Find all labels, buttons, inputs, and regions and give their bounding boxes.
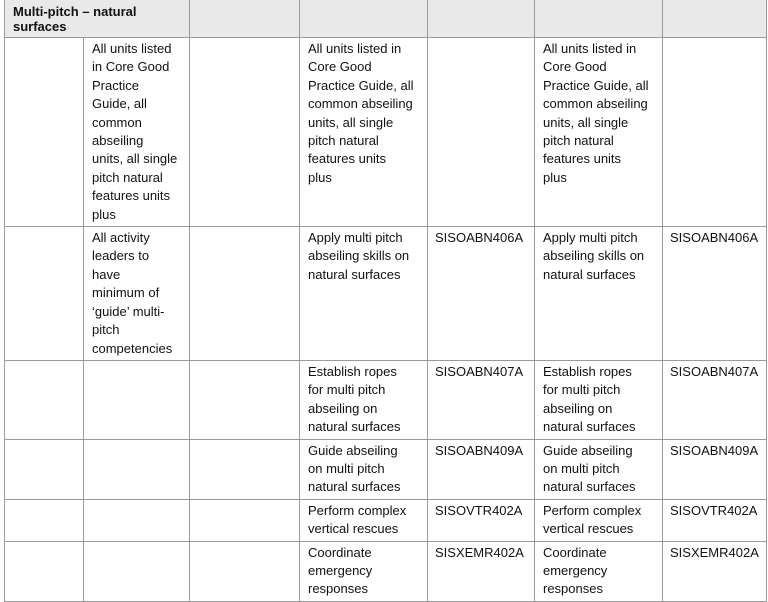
table-cell-c1	[5, 360, 84, 439]
table-cell-c6: Coordinate emergency responses	[535, 541, 663, 601]
table-cell-c3	[190, 38, 300, 227]
table-row	[5, 541, 767, 601]
table-cell-c5: SISOABN409A	[428, 439, 535, 499]
table-cell-c1	[5, 499, 84, 541]
table-cell-c3	[190, 541, 300, 601]
table-cell-c2	[84, 541, 190, 601]
table-cell-c7: SISOVTR402A	[663, 499, 767, 541]
table-cell-c4: Apply multi pitch abseiling skills on natural surfaces	[300, 227, 428, 361]
table-cell-c6: Guide abseiling on multi pitch natural surfaces	[535, 439, 663, 499]
table-cell-c4: Guide abseiling on multi pitch natural surfaces	[300, 439, 428, 499]
table-cell-c5: SISOABN407A	[428, 360, 535, 439]
table-cell-c3	[190, 360, 300, 439]
table-cell-c6: Apply multi pitch abseiling skills on natural surfaces	[535, 227, 663, 361]
table-cell-c1	[5, 439, 84, 499]
table-cell-c4: Establish ropes for multi pitch abseiling on natural surfaces	[300, 360, 428, 439]
header-cell	[300, 0, 428, 38]
section-header-row	[5, 0, 767, 38]
table-cell-c1	[5, 541, 84, 601]
table-cell-c3	[190, 439, 300, 499]
section-title: Multi-pitch – natural surfaces	[5, 0, 190, 38]
table-row	[5, 439, 767, 499]
table-row	[5, 499, 767, 541]
table-cell-c7: SISXEMR402A	[663, 541, 767, 601]
table-cell-c2: All units listed in Core Good Practice Guide, all common abseiling units, all single pitch natural features units plus	[84, 38, 190, 227]
table-cell-c7	[663, 38, 767, 227]
table-cell-c3	[190, 227, 300, 361]
table-cell-c6: Establish ropes for multi pitch abseiling on natural surfaces	[535, 360, 663, 439]
table-cell-c1	[5, 38, 84, 227]
header-cell	[428, 0, 535, 38]
table-row	[5, 38, 767, 227]
header-cell	[535, 0, 663, 38]
table-cell-c1	[5, 227, 84, 361]
table-cell-c6: Perform complex vertical rescues	[535, 499, 663, 541]
table-cell-c5: SISXEMR402A	[428, 541, 535, 601]
table-cell-c2	[84, 499, 190, 541]
header-cell	[190, 0, 300, 38]
table-row	[5, 360, 767, 439]
units-table	[4, 0, 767, 602]
table-cell-c5: SISOVTR402A	[428, 499, 535, 541]
table-cell-c7: SISOABN407A	[663, 360, 767, 439]
table-cell-c4: Coordinate emergency responses	[300, 541, 428, 601]
table-cell-c4: All units listed in Core Good Practice Guide, all common abseiling units, all single pitch natural features units plus	[300, 38, 428, 227]
table-cell-c2: All activity leaders to have minimum of ‘guide’ multi- pitch competencies	[84, 227, 190, 361]
table-cell-c3	[190, 499, 300, 541]
table-cell-c7: SISOABN409A	[663, 439, 767, 499]
table-cell-c2	[84, 439, 190, 499]
table-row	[5, 227, 767, 361]
table-cell-c5	[428, 38, 535, 227]
header-cell	[663, 0, 767, 38]
table-cell-c7: SISOABN406A	[663, 227, 767, 361]
table-cell-c2	[84, 360, 190, 439]
table-cell-c5: SISOABN406A	[428, 227, 535, 361]
table-cell-c6: All units listed in Core Good Practice Guide, all common abseiling units, all single pitch natural features units plus	[535, 38, 663, 227]
table-cell-c4: Perform complex vertical rescues	[300, 499, 428, 541]
